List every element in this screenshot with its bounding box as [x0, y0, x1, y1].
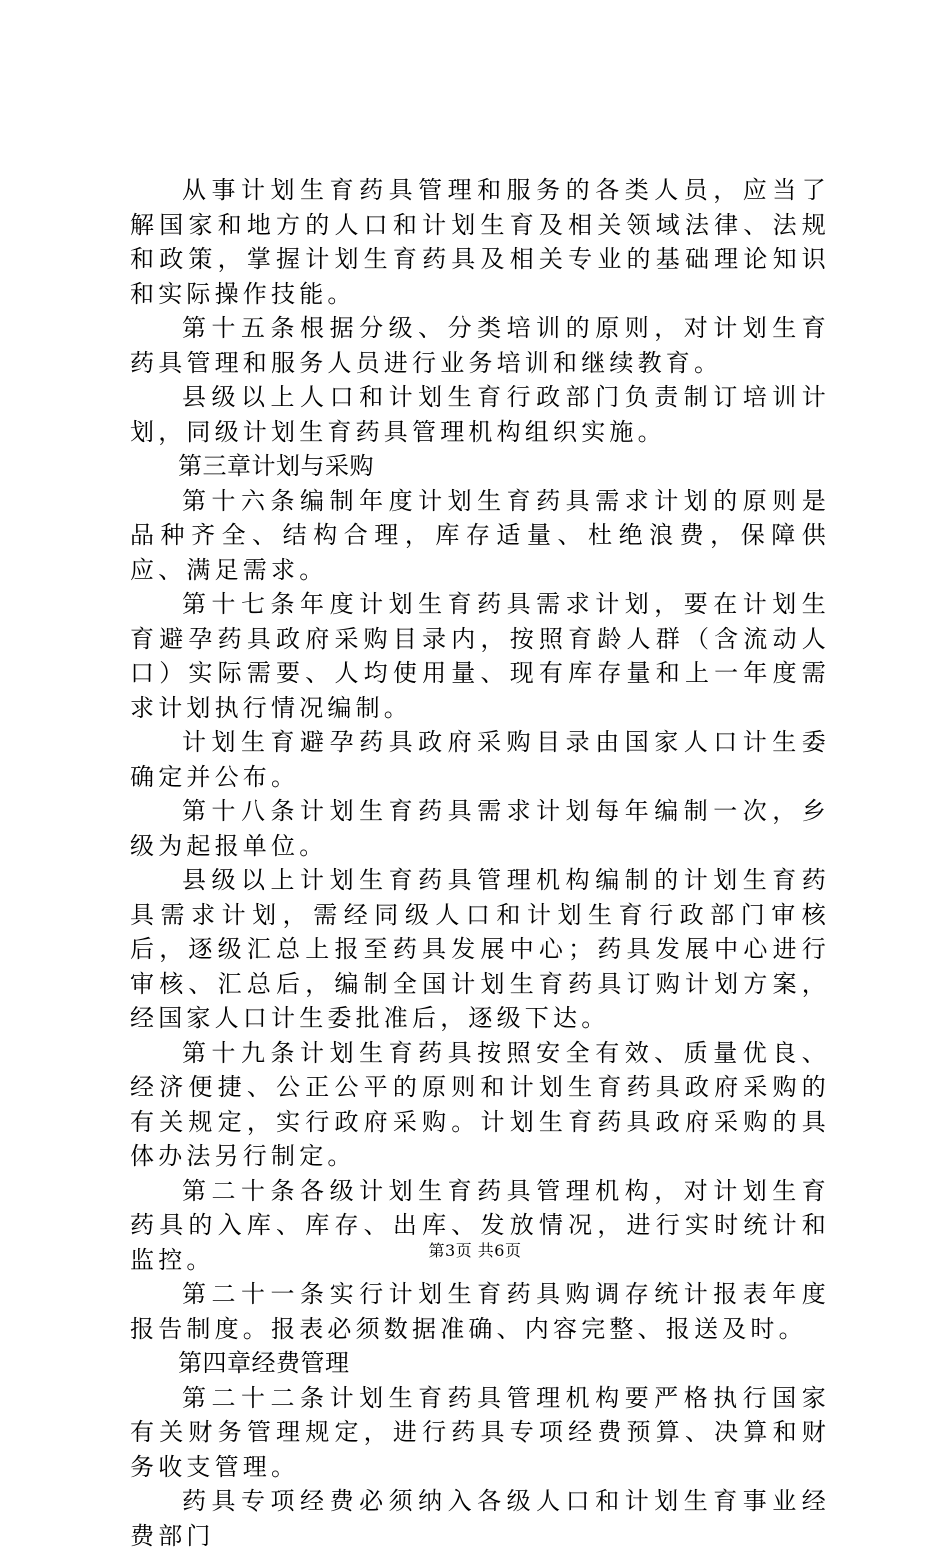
chapter-heading: 第四章经费管理 — [178, 1349, 350, 1377]
paragraph: 药具专项经费必须纳入各级人口和计划生育事业经费部门 — [130, 1487, 830, 1550]
paragraph: 计划生育避孕药具政府采购目录由国家人口计生委确定并公布。 — [130, 728, 830, 791]
chapter-heading: 第三章计划与采购 — [178, 452, 374, 480]
paragraph: 第十八条计划生育药具需求计划每年编制一次，乡级为起报单位。 — [130, 797, 830, 860]
paragraph: 第十七条年度计划生育药具需求计划，要在计划生育避孕药具政府采购目录内，按照育龄人群（含流动人口）实际需要、人均使用量、现有库存量和上一年度需求计划执行情况编制。 — [130, 590, 830, 722]
paragraph: 第十六条编制年度计划生育药具需求计划的原则是品种齐全、结构合理，库存适量、杜绝浪费，保障供应、满足需求。 — [130, 486, 830, 584]
paragraph: 从事计划生育药具管理和服务的各类人员，应当了解国家和地方的人口和计划生育及相关领域法律、法规和政策，掌握计划生育药具及相关专业的基础理论知识和实际操作技能。 — [130, 176, 830, 308]
page-number-footer: 第3页 共6页 — [428, 1241, 522, 1260]
paragraph: 第十五条根据分级、分类培训的原则，对计划生育药具管理和服务人员进行业务培训和继续教育。 — [130, 314, 830, 377]
paragraph: 第二十一条实行计划生育药具购调存统计报表年度报告制度。报表必须数据准确、内容完整、报送及时。 — [130, 1280, 830, 1343]
paragraph: 第二十二条计划生育药具管理机构要严格执行国家有关财务管理规定，进行药具专项经费预算、决算和财务收支管理。 — [130, 1383, 830, 1481]
paragraph: 县级以上计划生育药具管理机构编制的计划生育药具需求计划，需经同级人口和计划生育行政部门审核后，逐级汇总上报至药具发展中心；药具发展中心进行审核、汇总后，编制全国计划生育药具订购计划方案，经国家人口计生委批准后，逐级下达。 — [130, 866, 830, 1032]
document-body — [130, 173, 830, 1553]
paragraph: 县级以上人口和计划生育行政部门负责制订培训计划，同级计划生育药具管理机构组织实施。 — [130, 383, 830, 446]
paragraph: 第十九条计划生育药具按照安全有效、质量优良、经济便捷、公正公平的原则和计划生育药具政府采购的有关规定，实行政府采购。计划生育药具政府采购的具体办法另行制定。 — [130, 1038, 830, 1170]
paragraph: 第二十条各级计划生育药具管理机构，对计划生育药具的入库、库存、出库、发放情况，进行实时统计和监控。 — [130, 1176, 830, 1274]
